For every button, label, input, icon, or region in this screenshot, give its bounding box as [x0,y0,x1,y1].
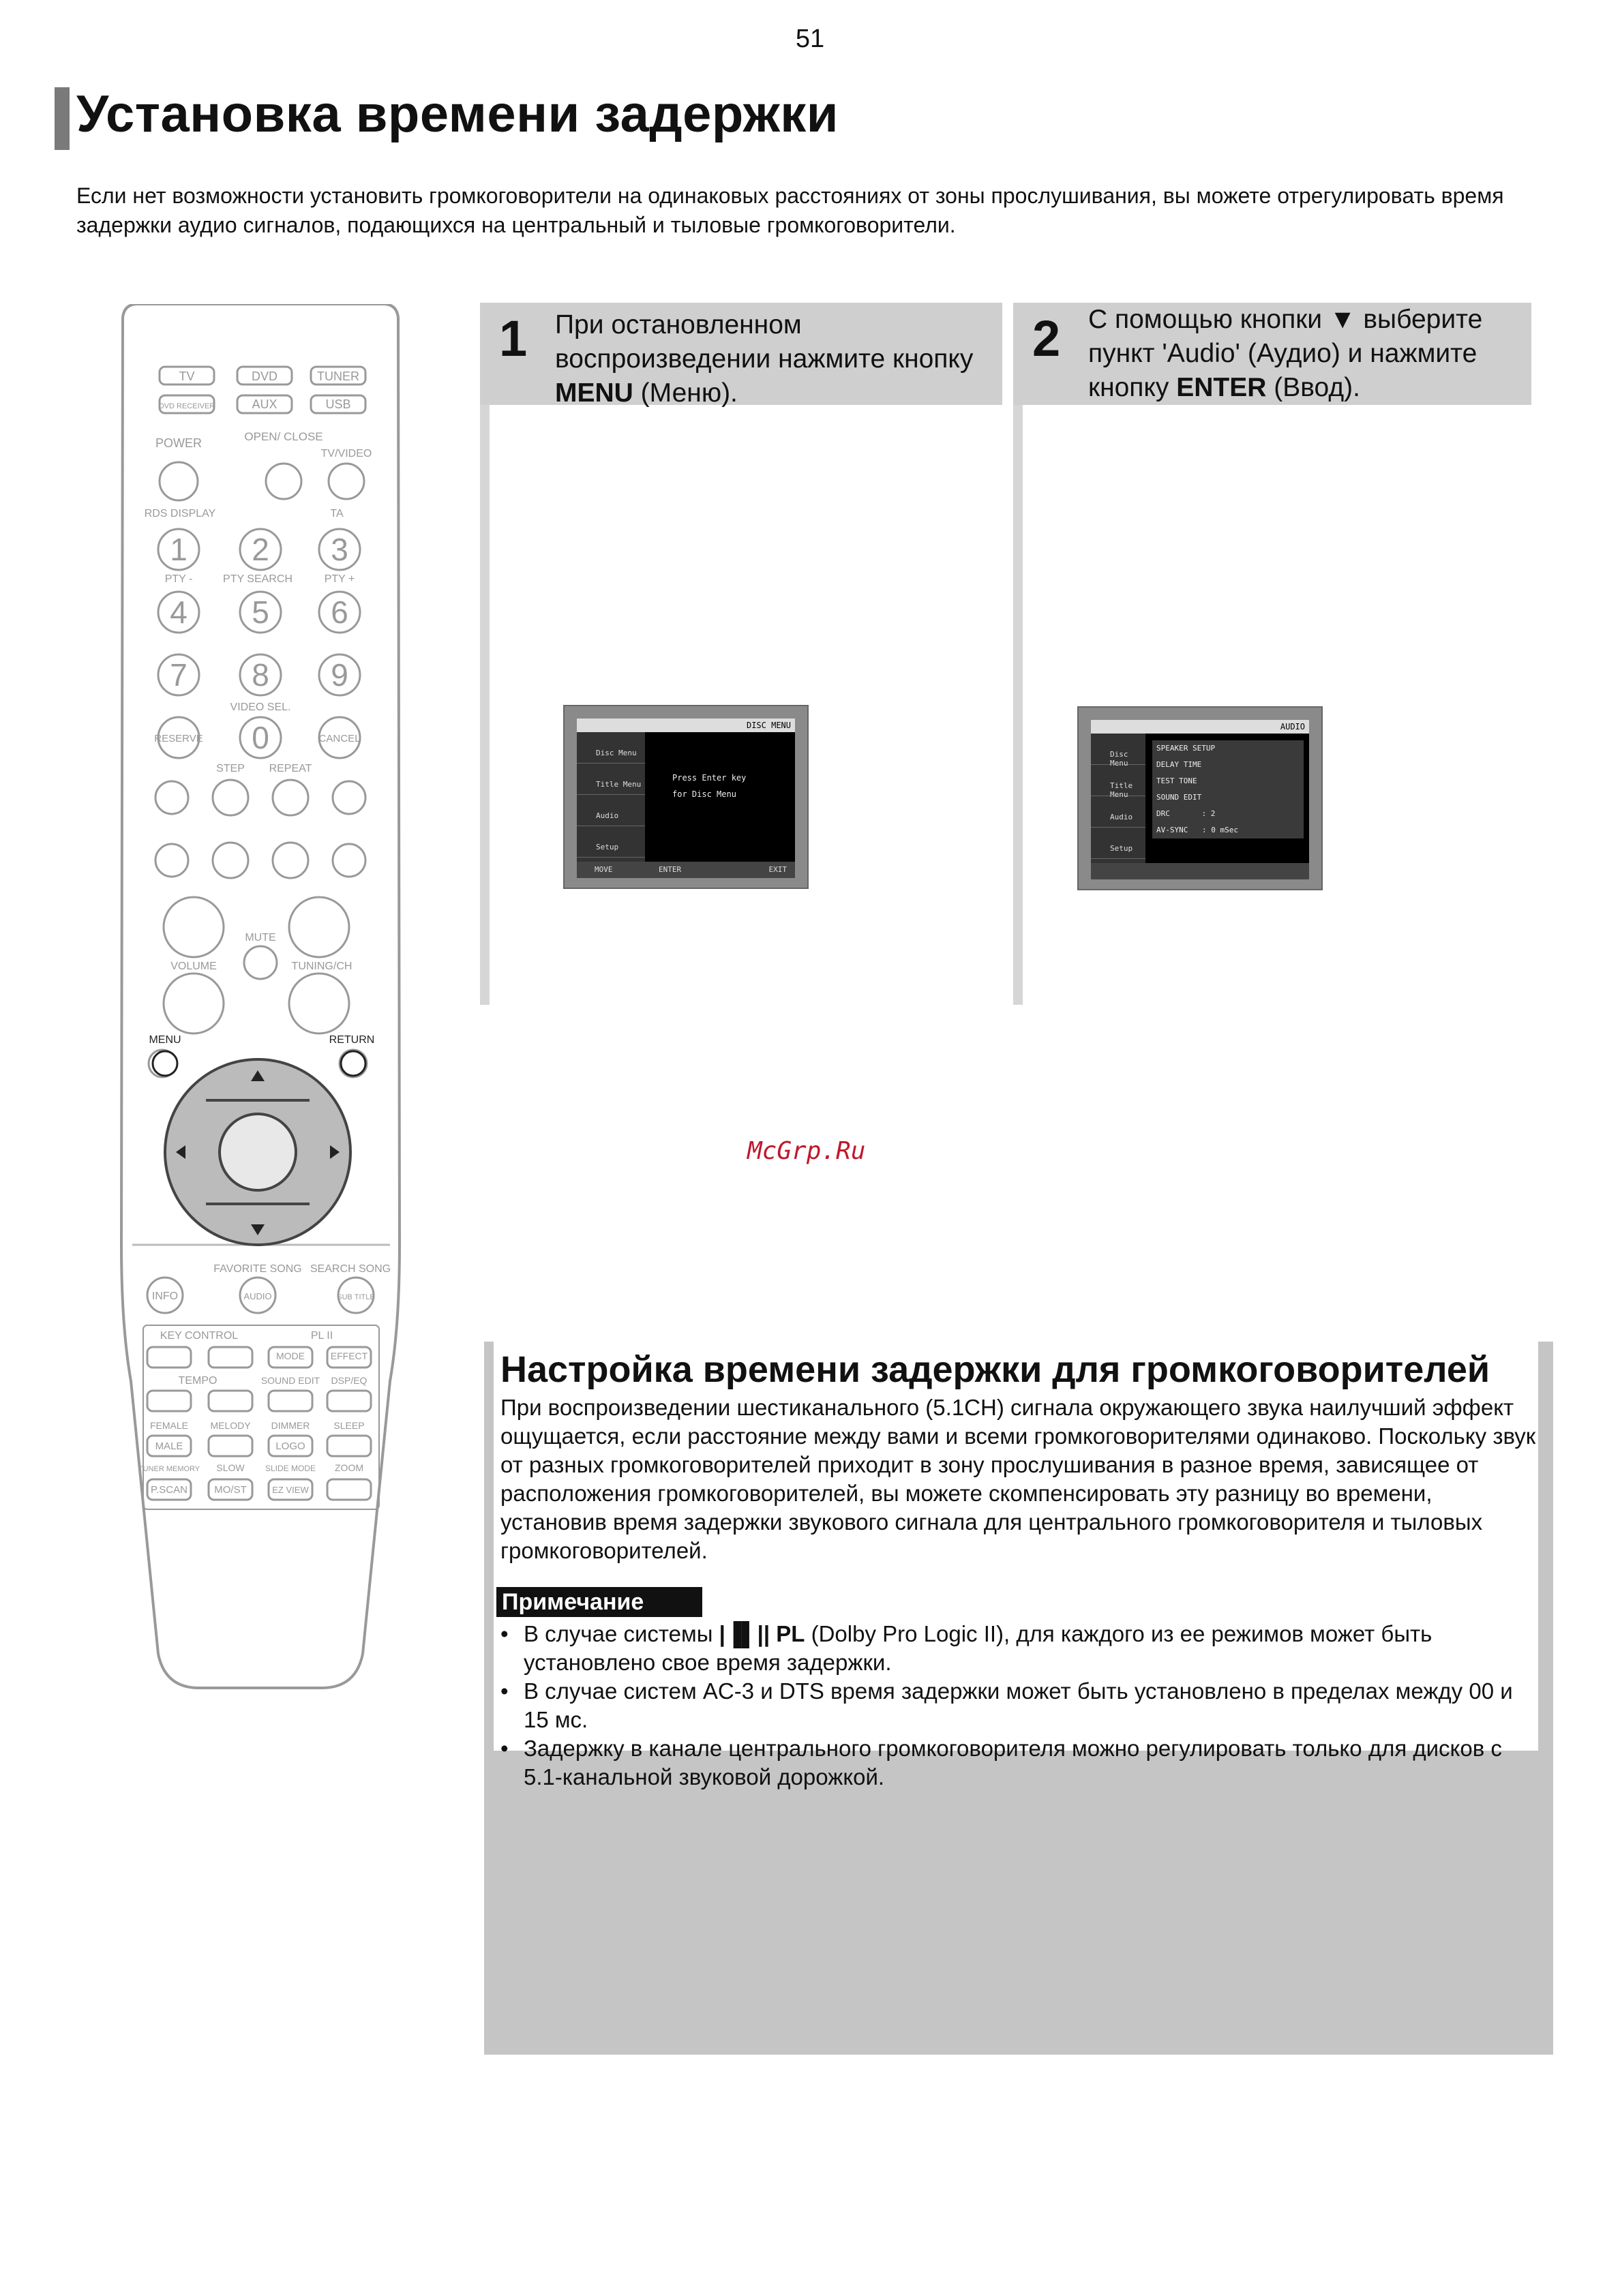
screen2-item-test-tone: TEST TONE [1156,776,1197,785]
remote-subtitle: SUB TITLE [337,1293,375,1301]
remote-mode: MODE [276,1350,305,1361]
step-1-header [480,303,1002,408]
screen2-item-delay-time: DELAY TIME [1156,760,1202,769]
remote-digit-0: 0 [252,720,269,755]
note-bullets [500,1620,1523,1792]
remote-menu: MENU [149,1034,181,1046]
remote-dsp-eq: DSP/EQ [331,1375,368,1386]
remote-step: STEP [216,763,245,774]
remote-rds-label: RDS DISPLAY [144,508,216,519]
watermark: McGrp.Ru [747,1137,866,1165]
remote-audio: AUDIO [243,1291,272,1301]
screen2-item-sound-edit: SOUND EDIT [1156,793,1202,802]
remote-ta-label: TA [330,508,344,519]
remote-tvvideo-label: TV/VIDEO [320,448,372,459]
remote-digit-9: 9 [331,657,348,693]
screen2-side-title-menu: Title Menu [1091,765,1145,796]
remote-pty-search: PTY SEARCH [223,573,292,585]
remote-most: MO/ST [214,1484,247,1496]
screen2-item-av-sync: AV-SYNC [1156,826,1188,834]
remote-mute: MUTE [245,932,276,943]
screen1-line1: Press Enter key [672,773,747,783]
disc-menu-screenshot [563,705,809,889]
screen2-side-audio: Audio [1091,796,1145,828]
remote-usb: USB [325,397,351,411]
remote-melody: MELODY [210,1420,251,1431]
remote-tv: TV [179,369,195,383]
remote-digit-1: 1 [170,532,188,567]
section-body: При воспроизведении шестиканального (5.1CH) сигнала окружающего звука наилучший эффект ощущается, если расстояние между вами и всеми громкоговорителями одинаково. Поскольку звук от разных громкоговорителей приходит в зону прослушивания в разное время, зависящее от расположения громкоговорителей, вы можете скомпенсировать эту разницу во времени, установив время задержки звукового сигнала для центрального громкоговорителя и тыловых громкоговорителей. [500,1395,1536,1563]
remote-dvd-receiver: DVD RECEIVER [158,402,215,410]
note-label: Примечание [496,1587,702,1617]
remote-sound-edit: SOUND EDIT [260,1375,320,1386]
remote-ezview: EZ VIEW [272,1485,309,1495]
screen1-exit: EXIT [768,865,787,874]
remote-digit-8: 8 [252,657,269,693]
intro-paragraph: Если нет возможности установить громкоговорители на одинаковых расстояниях от зоны прослушивания, вы можете отрегулировать время задержки аудио сигналов, подающихся на центральный и тыловые громкоговорители. [76,183,1504,237]
remote-open-close-label: OPEN/ CLOSE [244,430,323,443]
screen1-side-setup: Setup [577,826,645,858]
remote-pscan: P.SCAN [151,1484,188,1496]
remote-zoom: ZOOM [335,1462,363,1473]
remote-sleep: SLEEP [333,1420,365,1431]
page-title: Установка времени задержки [76,85,839,143]
page-number: 51 [795,25,825,53]
remote-video-sel: VIDEO SEL. [230,701,291,713]
screen2-title: AUDIO [1280,722,1305,731]
screen2-side-setup: Setup [1091,828,1145,859]
screen1-move: MOVE [595,865,613,874]
screen1-line2: for Disc Menu [672,789,736,799]
remote-repeat: REPEAT [269,763,312,774]
remote-key-control: KEY CONTROL [160,1330,239,1342]
screen1-title: DISC MENU [746,721,791,730]
remote-dpad [165,1059,350,1245]
remote-slow: SLOW [216,1462,245,1473]
remote-pty-minus: PTY - [164,573,193,585]
step-1-column-line [480,405,490,1005]
screen2-side-disc-menu: Disc Menu [1091,734,1145,765]
remote-tuner-memory: TUNER MEMORY [138,1465,200,1473]
remote-effect: EFFECT [330,1350,368,1361]
remote-dimmer: DIMMER [271,1420,310,1431]
step-2-header [1013,303,1531,405]
remote-dvd: DVD [251,369,278,383]
screen1-enter: ENTER [659,865,682,874]
remote-digit-2: 2 [252,532,269,567]
step-1-text: При остановленном воспроизведении нажмите кнопку MENU (Меню). [555,310,974,408]
remote-digit-4: 4 [170,594,188,630]
note-bullet-3: • Задержку в канале центрального громкоговорителя можно регулировать только для дисков с 5.1-канальной звуковой дорожкой. [500,1734,1523,1792]
remote-slide-mode: SLIDE MODE [265,1464,316,1473]
step-2-text: С помощью кнопки ▼ выберите пункт 'Audio' (Аудио) и нажмите кнопку ENTER (Ввод). [1088,305,1483,402]
dolby-icon: |▐▌|| [719,1621,770,1646]
remote-tuning: TUNING/CH [291,961,352,972]
remote-digit-7: 7 [170,657,188,693]
step-1-number: 1 [499,310,528,367]
section-title: Настройка времени задержки для громкоговорителей [500,1349,1490,1390]
screen2-item-speaker-setup: SPEAKER SETUP [1156,744,1216,753]
audio-menu-screenshot [1077,706,1323,890]
remote-favorite: FAVORITE SONG [213,1263,302,1275]
screen1-side-title-menu: Title Menu [577,764,645,795]
remote-digit-6: 6 [331,594,348,630]
note-bullet-2: • В случае систем AC-3 и DTS время задержки может быть установлено в пределах между 00 и 15 мс. [500,1677,1523,1734]
remote-return: RETURN [329,1034,375,1046]
title-accent-bar [55,87,70,150]
remote-reserve: RESERVE [154,733,203,744]
remote-aux: AUX [252,397,278,411]
remote-male: MALE [155,1440,183,1452]
screen1-side-audio: Audio [577,795,645,826]
remote-info: INFO [151,1290,179,1302]
remote-digit-5: 5 [252,594,269,630]
remote-volume: VOLUME [170,961,217,972]
remote-tempo: TEMPO [178,1375,217,1387]
remote-logo: LOGO [275,1440,305,1452]
remote-digit-3: 3 [331,532,348,567]
remote-pty-plus: PTY + [324,573,355,585]
remote-control-illustration [117,304,404,1692]
remote-female: FEMALE [149,1420,189,1431]
screen2-avsync-value: : 0 mSec [1201,826,1238,834]
screen2-drc-value: : 2 [1201,809,1216,818]
remote-power-label: POWER [155,436,202,450]
step-2-column-line [1013,405,1023,1005]
screen1-side-disc-menu: Disc Menu [577,732,645,764]
remote-search: SEARCH SONG [310,1263,391,1275]
remote-tuner: TUNER [317,369,359,383]
screen2-items [1152,740,1304,839]
remote-cancel: CANCEL [318,733,361,744]
step-2-number: 2 [1032,310,1061,367]
note-bullet-1: • В случае системы |▐▌|| PL (Dolby Pro Logic II), для каждого из ее режимов может быть установлено свое время задержки. [500,1620,1523,1677]
remote-pl2: PL II [310,1330,333,1342]
screen2-item-drc: DRC [1156,809,1170,818]
